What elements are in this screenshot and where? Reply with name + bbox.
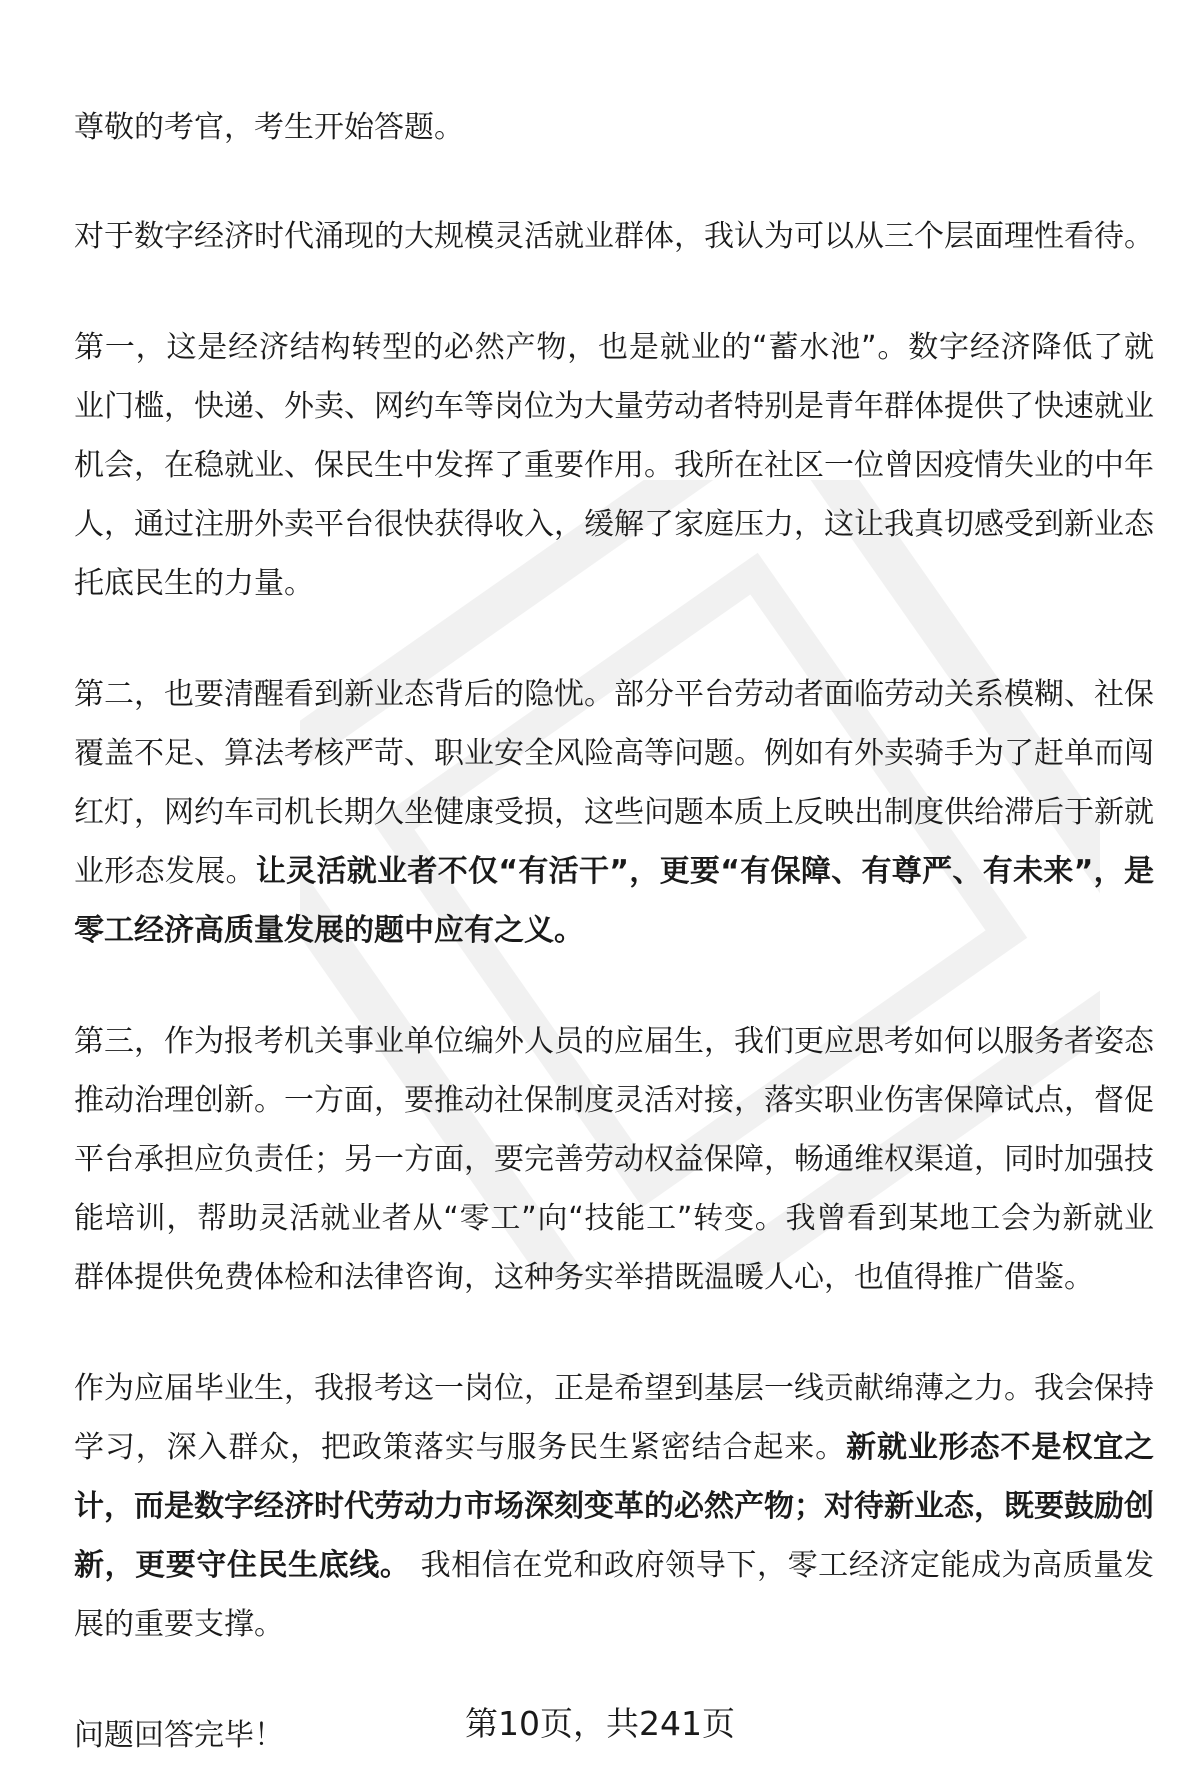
opening-line: 尊敬的考官，考生开始答题。 — [74, 110, 464, 145]
document-body — [74, 98, 1154, 1765]
conclusion-paragraph — [74, 1359, 1154, 1654]
page-number: 第10页，共241页 — [465, 1704, 735, 1743]
conclusion-text-end: 我相信在党和政府领导下，零工经济定能成为高质量发展的重要支撑。 — [74, 1548, 1155, 1642]
conclusion-text-start: 作为应届毕业生，我报考这一岗位，正是希望到基层一线贡献绵薄之力。我会保持学习，深入群众，把政策落实与服务民生紧密结合起来。 — [74, 1371, 1154, 1465]
conclusion-emphasis: 新就业形态不是权宜之计，而是数字经济时代劳动力市场深刻变革的必然产物；对待新业态，既要鼓励创新，更要守住民生底线。 — [74, 1430, 1155, 1583]
point-three-paragraph: 第三，作为报考机关事业单位编外人员的应届生，我们更应思考如何以服务者姿态推动治理创新。一方面，要推动社保制度灵活对接，落实职业伤害保障试点，督促平台承担应负责任；另一方面，要完善劳动权益保障，畅通维权渠道，同时加强技能培训，帮助灵活就业者从“零工”向“技能工”转变。我曾看到某地工会为新就业群体提供免费体检和法律咨询，这种务实举措既温暖人心，也值得推广借鉴。 — [74, 1024, 1154, 1295]
closing-line: 问题回答完毕！ — [74, 1718, 284, 1753]
intro-paragraph: 对于数字经济时代涌现的大规模灵活就业群体，我认为可以从三个层面理性看待。 — [74, 219, 1154, 254]
point-one-paragraph: 第一，这是经济结构转型的必然产物，也是就业的“蓄水池”。数字经济降低了就业门槛，快递、外卖、网约车等岗位为大量劳动者特别是青年群体提供了快速就业机会，在稳就业、保民生中发挥了重要作用。我所在社区一位曾因疫情失业的中年人，通过注册外卖平台很快获得收入，缓解了家庭压力，这让我真切感受到新业态托底民生的力量。 — [74, 330, 1154, 601]
point-two-text: 第二，也要清醒看到新业态背后的隐忧。部分平台劳动者面临劳动关系模糊、社保覆盖不足、算法考核严苛、职业安全风险高等问题。例如有外卖骑手为了赶单而闯红灯，网约车司机长期久坐健康受损，这些问题本质上反映出制度供给滞后于新就业形态发展。 — [74, 677, 1154, 889]
point-two-paragraph — [74, 665, 1154, 960]
point-two-emphasis: 让灵活就业者不仅“有活干”，更要“有保障、有尊严、有未来”，是零工经济高质量发展的题中应有之义。 — [74, 854, 1154, 948]
